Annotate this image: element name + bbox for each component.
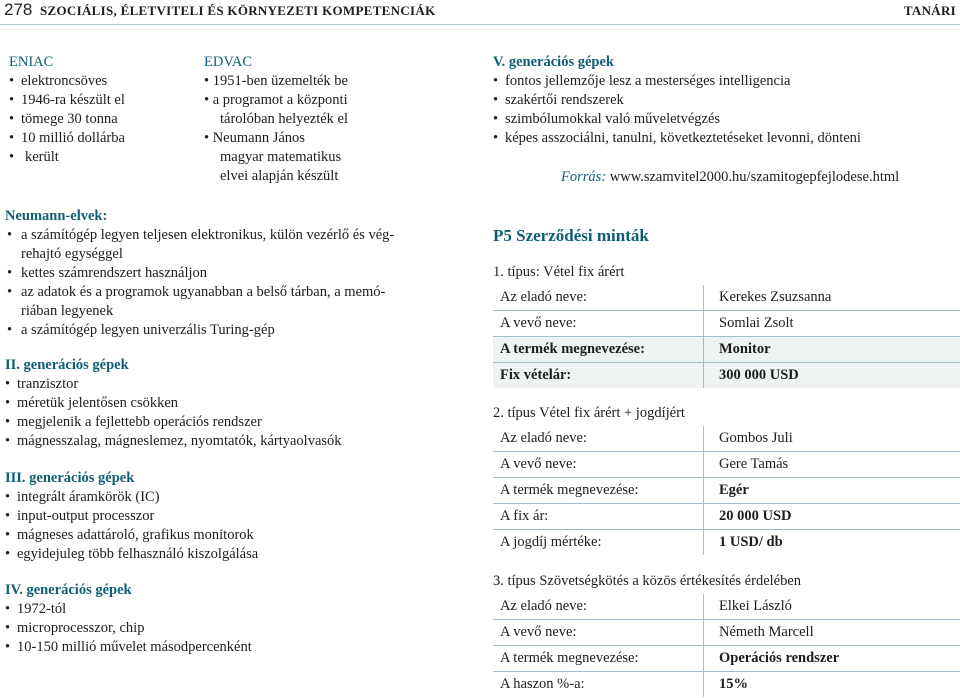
table-row (493, 620, 960, 646)
list-item-continuation: tárolóban helyezték el (220, 111, 349, 127)
list-item: • elektroncsöves (9, 72, 125, 91)
list-item: • tömege 30 tonna (9, 110, 125, 129)
list-item: • microprocesszor, chip (5, 619, 252, 638)
edvac-block (204, 53, 348, 186)
list-item-continuation: elvei alapján készült (220, 168, 339, 184)
row-value: Egér (704, 478, 960, 504)
list-item: • 1951-ben üzemelték be (204, 73, 348, 89)
source-url[interactable]: www.szamvitel2000.hu/szamitogepfejlodese.html (609, 169, 900, 185)
list-item: • egyidejuleg több felhasználó kiszolgálása (5, 545, 258, 564)
list-item: • a számítógép legyen univerzális Turing-gép (5, 321, 475, 340)
table-row (493, 311, 960, 337)
list-item: • fontos jellemzője lesz a mesterséges intelligencia (493, 72, 861, 91)
row-label: A vevő neve: (493, 311, 704, 337)
row-value: Somlai Zsolt (704, 311, 960, 337)
table-row (493, 594, 960, 620)
neumann-title: Neumann-elvek: (5, 208, 108, 224)
list-item: • 10-150 millió művelet másodpercenként (5, 638, 252, 657)
table-row (493, 426, 960, 452)
row-value: Gere Tamás (704, 452, 960, 478)
row-value: Monitor (704, 337, 960, 363)
row-value: Operációs rendszer (704, 646, 960, 672)
list-item: • szakértői rendszerek (493, 91, 861, 110)
gen2-title: II. generációs gépek (5, 357, 129, 373)
row-value: 1 USD/ db (704, 530, 960, 556)
row-label: A termék megnevezése: (493, 337, 704, 363)
list-item: • kettes számrendszert használjon (5, 264, 475, 283)
eniac-list (9, 72, 125, 167)
row-value: 300 000 USD (704, 363, 960, 389)
contract-table-3 (493, 594, 960, 697)
source-label: Forrás: (561, 169, 607, 185)
neumann-block (5, 207, 475, 340)
page-number: 278 (4, 0, 33, 19)
section-3-title: 3. típus Szövetségkötés a közös értékesítés érdelében (493, 573, 802, 589)
row-label: A jogdíj mértéke: (493, 530, 704, 556)
p5-title: P5 Szerződési minták (493, 226, 649, 245)
list-item: • méretük jelentősen csökken (5, 394, 342, 413)
table-row (493, 646, 960, 672)
list-item: • 1972-tól (5, 600, 252, 619)
list-item: • mágnesszalag, mágneslemez, nyomtatók, kártyaolvasók (5, 432, 342, 451)
gen2-block (5, 356, 342, 451)
gen3-block (5, 469, 258, 564)
row-label: Fix vételár: (493, 363, 704, 389)
eniac-title: ENIAC (9, 54, 54, 70)
row-label: A vevő neve: (493, 620, 704, 646)
table-row (493, 530, 960, 556)
row-value: 15% (704, 672, 960, 698)
row-label: A termék megnevezése: (493, 646, 704, 672)
list-item: • a számítógép legyen teljesen elektronikus, külön vezérlő és vég- rehajtó egységgel (5, 226, 475, 264)
table-row (493, 672, 960, 698)
list-item: • Neumann János (204, 130, 305, 146)
list-item: • szimbólumokkal való műveletvégzés (493, 110, 861, 129)
list-item (9, 148, 125, 167)
list-item-continuation: került (25, 149, 59, 165)
neumann-list (5, 226, 475, 340)
list-item: • mágneses adattároló, grafikus monitorok (5, 526, 258, 545)
gen5-block (493, 53, 861, 148)
list-item: • 10 millió dollárba (9, 129, 125, 148)
header-title: SZOCIÁLIS, ÉLETVITELI ÉS KÖRNYEZETI KOMPETENCIÁK (40, 3, 436, 18)
gen4-block (5, 581, 252, 657)
table-row (493, 337, 960, 363)
list-item: • 1946-ra készült el (9, 91, 125, 110)
list-item: • input-output processzor (5, 507, 258, 526)
table-row (493, 504, 960, 530)
row-value: Kerekes Zsuzsanna (704, 285, 960, 311)
table-row (493, 452, 960, 478)
header-tag: TANÁRI (903, 3, 956, 18)
section-1-title: 1. típus: Vétel fix árért (493, 264, 625, 280)
row-label: A haszon %-a: (493, 672, 704, 698)
list-item: • az adatok és a programok ugyanabban a belső tárban, a memó- riában legyenek (5, 283, 475, 321)
row-label: Az eladó neve: (500, 289, 587, 305)
row-value: Németh Marcell (704, 620, 960, 646)
table-row (493, 478, 960, 504)
list-item: • tranzisztor (5, 375, 342, 394)
list-item-continuation: magyar matematikus (220, 149, 342, 165)
edvac-title: EDVAC (204, 54, 253, 70)
row-value: 20 000 USD (704, 504, 960, 530)
gen3-title: III. generációs gépek (5, 470, 135, 486)
row-value: Elkei László (704, 594, 960, 620)
eniac-block (9, 53, 125, 167)
gen5-title: V. generációs gépek (493, 54, 614, 70)
list-item: • a programot a központi (204, 92, 348, 108)
row-value: Gombos Juli (704, 426, 960, 452)
header-rule (0, 24, 960, 25)
gen4-title: IV. generációs gépek (5, 582, 132, 598)
table-row (493, 285, 960, 311)
list-item: • képes asszociálni, tanulni, következtetéseket levonni, dönteni (493, 129, 861, 148)
row-label: A vevő neve: (493, 452, 704, 478)
table-row (493, 363, 960, 389)
source-line (561, 169, 899, 186)
list-item: • integrált áramkörök (IC) (5, 488, 258, 507)
row-label: Az eladó neve: (500, 430, 587, 446)
row-label: Az eladó neve: (500, 598, 587, 614)
list-item: • megjelenik a fejlettebb operációs rendszer (5, 413, 342, 432)
section-2-title: 2. típus Vétel fix árért + jogdíjért (493, 405, 685, 421)
row-label: A fix ár: (493, 504, 704, 530)
contract-table-2 (493, 426, 960, 555)
page-header (0, 0, 960, 24)
contract-table-1 (493, 285, 960, 388)
row-label: A termék megnevezése: (493, 478, 704, 504)
